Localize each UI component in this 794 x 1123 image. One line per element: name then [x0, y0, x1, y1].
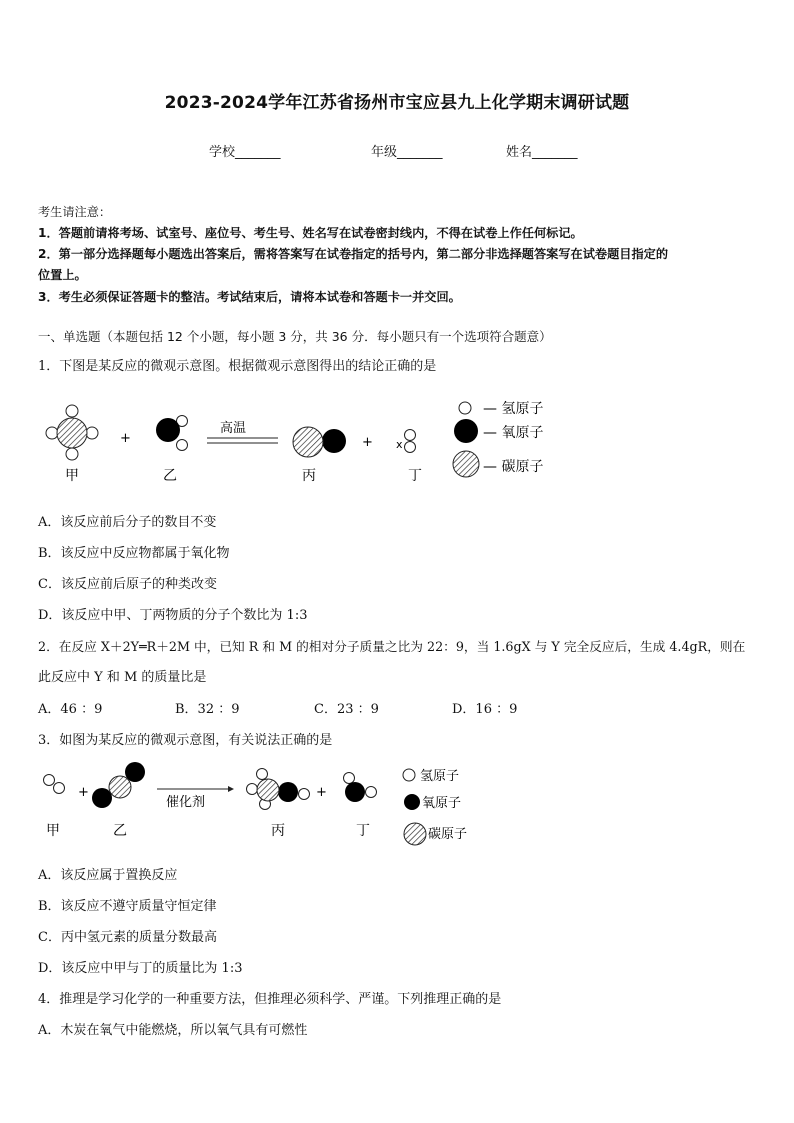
q1-option-b: B．该反应中反应物都属于氧化物: [38, 546, 230, 561]
q2-option-d: D．16 ：9: [452, 702, 518, 717]
q1-legend-o: — 氧原子: [483, 425, 544, 441]
q3-legend: [403, 769, 467, 845]
q1-label-jia: 甲: [65, 468, 79, 484]
q3-option-c: C．丙中氢元素的质量分数最高: [38, 930, 217, 945]
q2-stem-1: 2．在反应 X＋2Y═R＋2M 中，已知 R 和 M 的相对分子质量之比为 22：9，当 1.6gX 与 Y 完全反应后，生成 4.4gR，则在: [38, 639, 746, 654]
q3-hydrogen-atom-icon: [403, 769, 415, 781]
q2-option-c: C．23 ：9: [314, 702, 379, 717]
notice-heading: 考生请注意：: [38, 205, 112, 219]
q4-option-a: A．木炭在氧气中能燃烧，所以氧气具有可燃性: [38, 1023, 308, 1038]
q3-hydrogen-molecule: [44, 775, 65, 794]
q3-legend-h: 氢原子: [420, 769, 460, 784]
q1-coefficient: x: [396, 438, 403, 451]
hydrogen-molecule: [405, 430, 416, 453]
q3-condition: 催化剂: [166, 795, 206, 810]
q1-condition: 高温: [220, 421, 247, 436]
notice-line-2: 2．第一部分选择题每小题选出答案后，需将答案写在试卷指定的括号内，第二部分非选择题答案写在试卷题目指定的: [38, 247, 669, 261]
q3-water-molecule: [344, 773, 377, 803]
q1-legend-c: — 碳原子: [483, 459, 544, 475]
q1-label-yi: 乙: [163, 468, 177, 484]
q3-label-yi: 乙: [113, 823, 127, 839]
q3-label-bing: 丙: [271, 823, 285, 839]
q3-plus-2: +: [316, 785, 327, 800]
q1-plus-1: +: [120, 431, 131, 446]
q2-stem-2: 此反应中 Y 和 M 的质量比是: [38, 670, 207, 685]
q1-label-ding: 丁: [408, 468, 422, 484]
name-field: 姓名_______: [506, 145, 578, 160]
q3-label-jia: 甲: [46, 823, 60, 839]
q1-reaction-diagram: [0, 390, 794, 490]
q3-legend-o: 氧原子: [422, 796, 462, 811]
q1-plus-2: +: [362, 435, 373, 450]
q4-stem: 4．推理是学习化学的一种重要方法，但推理必须科学、严谨。下列推理正确的是: [38, 992, 502, 1007]
q3-carbon-atom-icon: [404, 823, 426, 845]
methanol-molecule: [247, 769, 310, 810]
q1-label-bing: 丙: [302, 468, 316, 484]
methane-molecule: [46, 405, 98, 460]
page-title: 2023-2024学年江苏省扬州市宝应县九上化学期末调研试题: [164, 93, 630, 113]
school-field: 学校_______: [209, 145, 281, 160]
q1-option-a: A．该反应前后分子的数目不变: [38, 515, 217, 530]
carbon-monoxide-molecule: [293, 427, 346, 457]
notice-line-1: 1．答题前请将考场、试室号、座位号、考生号、姓名写在试卷密封线内，不得在试卷上作任何标记。: [38, 226, 583, 240]
grade-field: 年级_______: [371, 145, 443, 160]
notice-line-2-cont: 位置上。: [38, 268, 87, 282]
q1-stem: 1．下图是某反应的微观示意图。根据微观示意图得出的结论正确的是: [38, 359, 437, 374]
section-heading: 一、单选题（本题包括 12 个小题，每小题 3 分，共 36 分．每小题只有一个选项符合题意）: [38, 329, 552, 344]
q3-plus-1: +: [78, 785, 89, 800]
q3-option-a: A．该反应属于置换反应: [38, 868, 178, 883]
q3-oxygen-atom-icon: [404, 794, 420, 810]
q3-label-ding: 丁: [356, 823, 370, 839]
q3-stem: 3．如图为某反应的微观示意图，有关说法正确的是: [38, 733, 333, 748]
water-molecule: [156, 416, 188, 451]
hydrogen-atom-icon: [459, 402, 471, 414]
q1-option-d: D．该反应中甲、丁两物质的分子个数比为 1:3: [38, 608, 308, 623]
q3-option-d: D．该反应中甲与丁的质量比为 1:3: [38, 961, 243, 976]
q3-option-b: B．该反应不遵守质量守恒定律: [38, 899, 217, 914]
q2-option-b: B．32 ：9: [175, 702, 240, 717]
carbon-dioxide-molecule: [92, 762, 145, 808]
q1-legend-h: — 氢原子: [483, 401, 544, 417]
q1-legend: [453, 401, 543, 477]
carbon-atom-icon: [453, 451, 479, 477]
q3-reaction-diagram: [0, 758, 794, 848]
notice-line-3: 3．考生必须保证答题卡的整洁。考试结束后，请将本试卷和答题卡一并交回。: [38, 290, 461, 304]
q1-option-c: C．该反应前后原子的种类改变: [38, 577, 217, 592]
oxygen-atom-icon: [454, 419, 478, 443]
q3-legend-c: 碳原子: [428, 827, 468, 842]
q2-option-a: A．46 ：9: [38, 702, 103, 717]
